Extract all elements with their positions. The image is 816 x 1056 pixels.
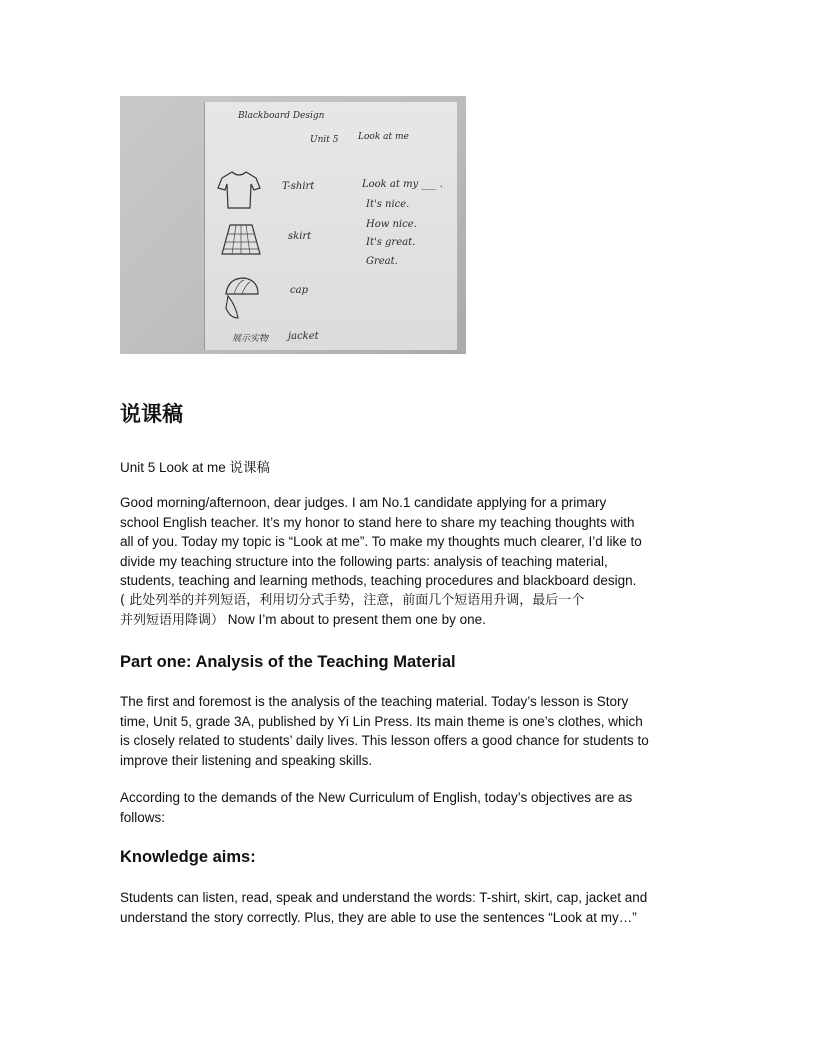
intro-paragraph [120, 493, 700, 631]
part-one-paragraph [120, 692, 700, 770]
board-word-jacket: jacket [288, 331, 319, 342]
part-one-line: is closely related to students’ daily lives. This lesson offers a good chance for students to [120, 733, 649, 748]
intro-line: school English teacher. It’s my honor to stand here to share my teaching thoughts with [120, 514, 635, 530]
intro-line: students, teaching and learning methods, teaching procedures and blackboard design. [120, 573, 637, 588]
board-sentence-3: How nice. [366, 219, 417, 230]
board-title: Blackboard Design [238, 111, 325, 121]
knowledge-paragraph [120, 888, 700, 927]
intro-note-end: 并列短语用降调） [120, 613, 225, 628]
intro-line: divide my teaching structure into the following parts: analysis of teaching material, [120, 553, 608, 569]
board-sentence-4: It's great. [366, 237, 416, 248]
blackboard-photo [120, 96, 466, 354]
part-one-heading: Part one: Analysis of the Teaching Material [120, 653, 456, 671]
board-word-tshirt: T-shirt [282, 181, 315, 192]
subtitle-block [120, 458, 700, 478]
tshirt-sketch-icon [216, 168, 262, 212]
intro-note-line: ( 此处列举的并列短语，利用切分式手势，注意，前面几个短语用升调，最后一个 [120, 592, 585, 608]
cap-sketch-icon [220, 272, 264, 324]
part-one-line: The first and foremost is the analysis of the teaching material. Today’s lesson is Story [120, 694, 629, 709]
board-lesson: Look at me [358, 132, 409, 142]
knowledge-heading: Knowledge aims: [120, 848, 256, 866]
knowledge-line: understand the story correctly. Plus, they are able to use the sentences “Look at my…” [120, 909, 637, 925]
intro-tail: Now I’m about to present them one by one. [227, 612, 486, 627]
board-corner-note: 展示实物 [232, 334, 269, 344]
part-one-line: improve their listening and speaking skills. [120, 752, 373, 768]
page-title: 说课稿 [120, 402, 183, 426]
knowledge-line: Students can listen, read, speak and understand the words: T-shirt, skirt, cap, jacket and [120, 890, 648, 905]
board-sentence-2: It's nice. [366, 199, 410, 210]
board-sentence-5: Great. [366, 256, 398, 267]
board-word-skirt: skirt [288, 231, 312, 242]
part-one-section [120, 651, 700, 673]
part-one-line: time, Unit 5, grade 3A, published by Yi Lin Press. Its main theme is one’s clothes, which [120, 713, 643, 729]
intro-last-line [120, 610, 700, 631]
board-word-cap: cap [290, 285, 308, 296]
skirt-sketch-icon [220, 222, 262, 258]
subtitle: Unit 5 Look at me 说课稿 [120, 460, 271, 475]
board-unit: Unit 5 [310, 135, 339, 145]
intro-line: all of you. Today my topic is “Look at me”. To make my thoughts much clearer, I’d like to [120, 534, 642, 549]
board-sentence-1: Look at my ___ . [362, 179, 443, 190]
intro-line: Good morning/afternoon, dear judges. I am No.1 candidate applying for a primary [120, 495, 607, 510]
objectives-line: follows: [120, 809, 166, 825]
objectives-line: According to the demands of the New Curriculum of English, today’s objectives are as [120, 790, 633, 805]
objectives-paragraph [120, 788, 700, 827]
knowledge-section [120, 846, 700, 868]
